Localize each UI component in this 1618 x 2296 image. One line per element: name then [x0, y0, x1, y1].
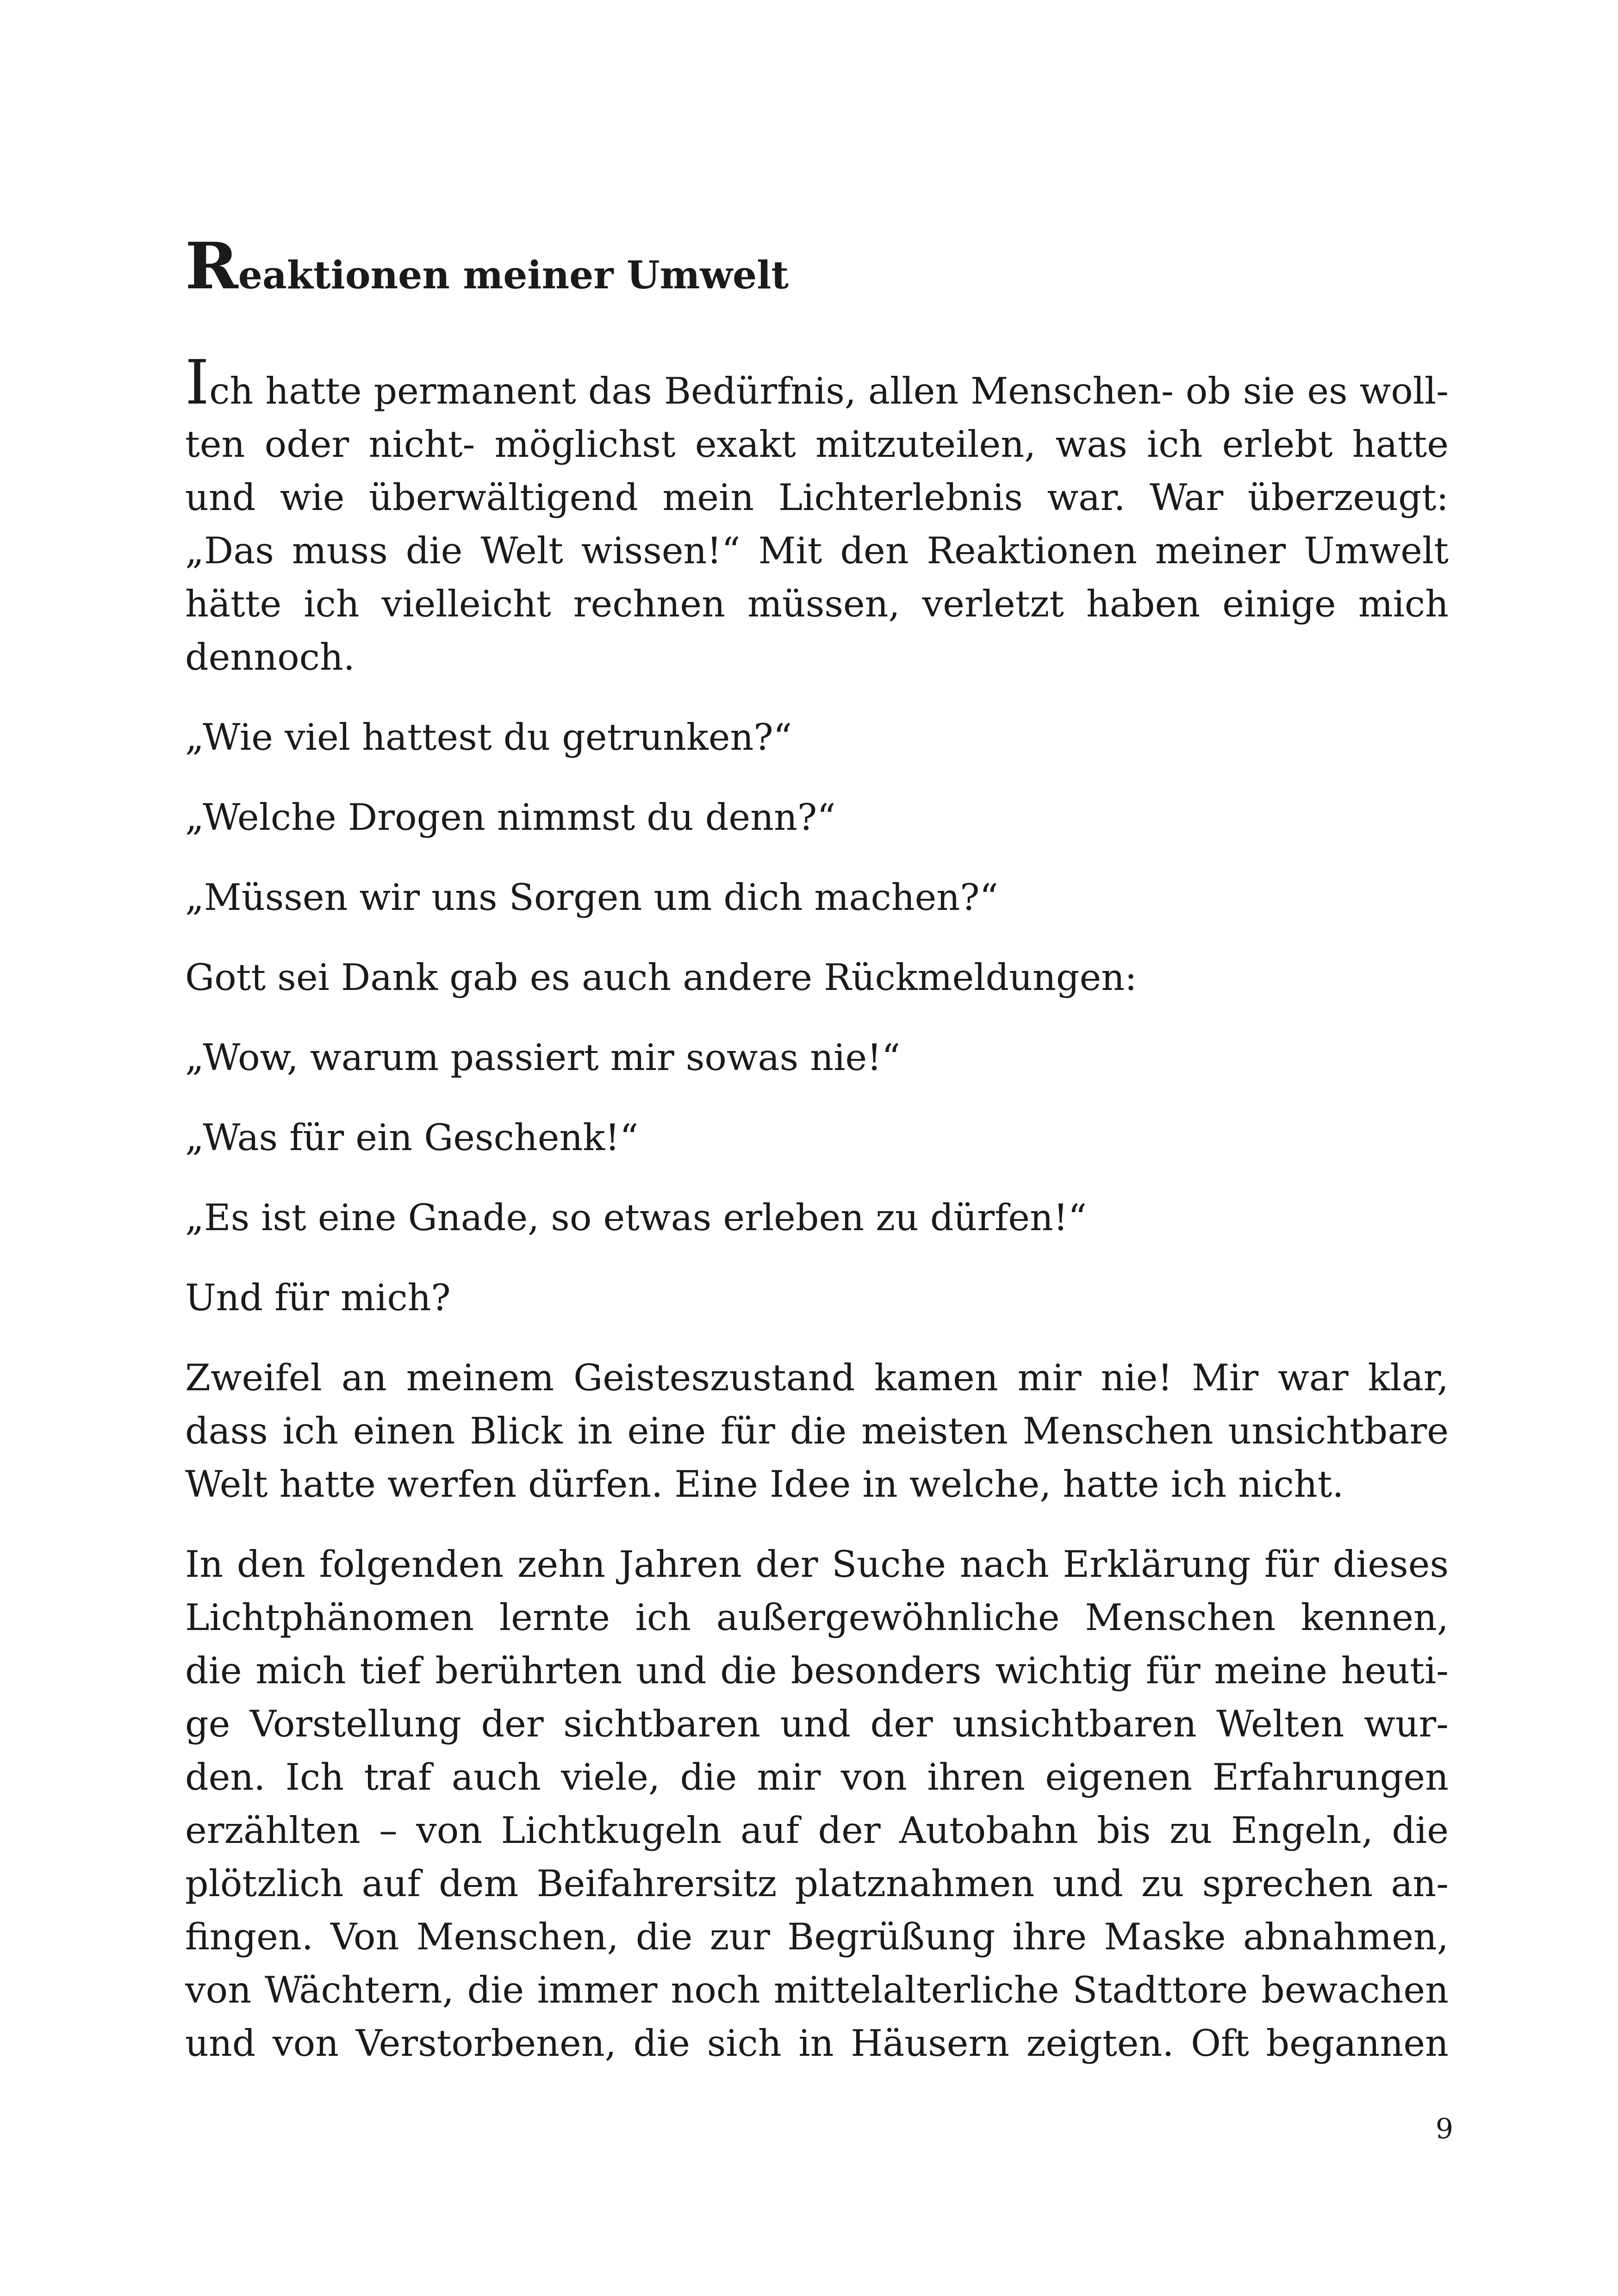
paragraph-line: den. Ich traf auch viele, die mir von ihren eigenen Erfahrungen — [185, 1756, 1449, 1798]
paragraph-line: Zweifel an meinem Geisteszustand kamen mir nie! Mir war klar, — [185, 1356, 1449, 1399]
quote-gift: „Was für ein Geschenk!“ — [185, 1116, 639, 1159]
paragraph-line: In den folgenden zehn Jahren der Suche nach Erklärung für dieses — [185, 1543, 1449, 1586]
paragraph-line: ten oder nicht- möglichst exakt mitzuteilen, was ich erlebt hatte — [185, 423, 1449, 466]
paragraph-line: „Das muss die Welt wissen!“ Mit den Reaktionen meiner Umwelt — [185, 529, 1449, 572]
search-paragraph — [185, 1538, 1449, 2070]
paragraph-line — [185, 356, 1449, 418]
chapter-title-rest: eaktionen meiner Umwelt — [238, 253, 789, 298]
paragraph-line: Welt hatte werfen dürfen. Eine Idee in welche, hatte ich nicht. — [185, 1463, 1344, 1506]
paragraph-line: die mich tief berührten und die besonders wichtig für meine heuti- — [185, 1649, 1449, 1692]
intro-paragraph — [185, 356, 1449, 684]
paragraph-line: Lichtphänomen lernte ich außergewöhnliche Menschen kennen, — [185, 1596, 1449, 1639]
intro-line-text: ch hatte permanent das Bedürfnis, allen Menschen- ob sie es woll- — [209, 370, 1449, 412]
transition-sentence: Gott sei Dank gab es auch andere Rückmeldungen: — [185, 956, 1137, 999]
doubt-paragraph — [185, 1351, 1449, 1511]
paragraph-line: erzählten – von Lichtkugeln auf der Autobahn bis zu Engeln, die — [185, 1809, 1449, 1852]
quote-wow: „Wow, warum passiert mir sowas nie!“ — [185, 1036, 901, 1079]
paragraph-line: plötzlich auf dem Beifahrersitz platznahmen und zu sprechen an- — [185, 1862, 1449, 1905]
quote-drinking: „Wie viel hattest du getrunken?“ — [185, 716, 792, 759]
paragraph-line: ge Vorstellung der sichtbaren und der unsichtbaren Welten wur- — [185, 1703, 1449, 1745]
chapter-title — [185, 228, 1449, 304]
quote-worry: „Müssen wir uns Sorgen um dich machen?“ — [185, 876, 998, 919]
paragraph-line: dass ich einen Blick in eine für die meisten Menschen unsichtbare — [185, 1410, 1449, 1452]
paragraph-line: und wie überwältigend mein Lichterlebnis war. War überzeugt: — [185, 476, 1449, 519]
quote-grace: „Es ist eine Gnade, so etwas erleben zu dürfen!“ — [185, 1196, 1087, 1239]
quote-drugs: „Welche Drogen nimmst du denn?“ — [185, 796, 836, 839]
paragraph-line: und von Verstorbenen, die sich in Häusern zeigten. Oft begannen — [185, 2022, 1449, 2065]
page-number: 9 — [1435, 2113, 1453, 2145]
page-content — [185, 228, 1449, 2097]
intro-initial: I — [185, 356, 210, 418]
paragraph-line: fingen. Von Menschen, die zur Begrüßung ihre Maske abnahmen, — [185, 1916, 1449, 1958]
question-line: Und für mich? — [185, 1276, 451, 1319]
chapter-title-initial: R — [185, 228, 238, 304]
paragraph-line: hätte ich vielleicht rechnen müssen, verletzt haben einige mich — [185, 583, 1449, 625]
paragraph-line: dennoch. — [185, 636, 355, 678]
paragraph-line: von Wächtern, die immer noch mittelalterliche Stadttore bewachen — [185, 1969, 1449, 2011]
